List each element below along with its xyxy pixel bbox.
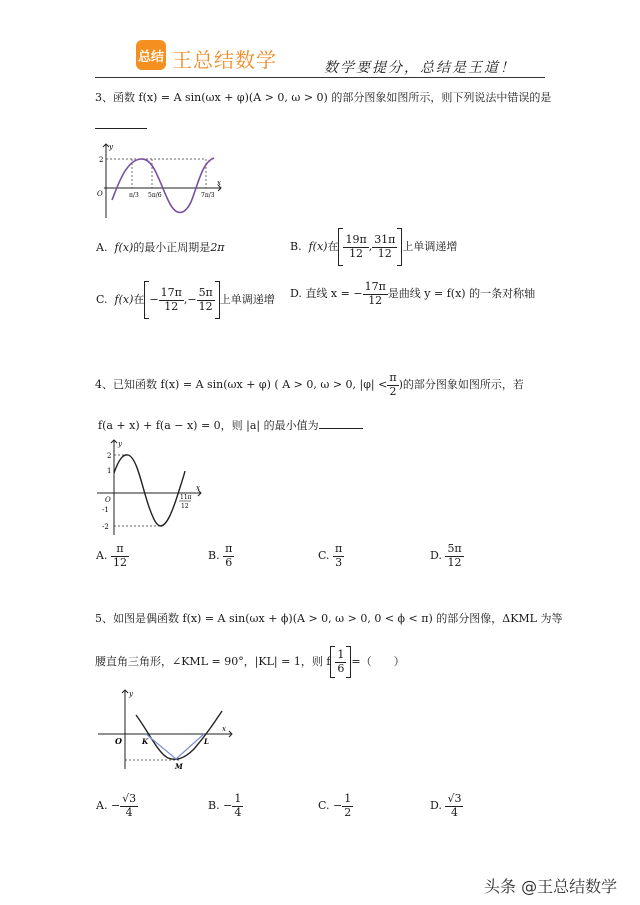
q5-stem-line1: 5、如图是偶函数 f(x) = A sin(ωx + ϕ)(A > 0, ω > 0, 0 < ϕ < π) 的部分图像，ΔKML 为等 — [95, 612, 563, 625]
q4-ytick-neg1: -1 — [102, 506, 109, 514]
header-motto: 数学要提分，总结是王道！ — [324, 60, 516, 76]
q3-y-tick: 2 — [99, 156, 104, 164]
brand-logo-mark: 总结 — [136, 40, 166, 70]
q5-option-a[interactable]: A. − $\frac{√3}{4}$ — [96, 792, 137, 819]
q4-ytick-2: 2 — [107, 452, 112, 460]
q3-graph — [96, 140, 226, 220]
q4-option-a[interactable]: A. $\frac{\pi}{12}$ — [96, 542, 127, 569]
q4-y-label: y — [118, 440, 122, 448]
q3-answer-blank — [95, 128, 147, 129]
header-rule — [95, 77, 545, 78]
q5-option-d[interactable]: D. $\frac{√3}{4}$ — [430, 792, 462, 819]
q3-option-b[interactable]: B. f(x)在 $\frac{19\pi}{12}$ , $\frac{31\pi}{12}$ 上单调递增 — [290, 228, 457, 266]
q3-x-label: x — [217, 179, 221, 187]
q4-ytick-1: 1 — [107, 467, 112, 475]
q3-tick-2: 5π/6 — [148, 192, 162, 199]
q5-y-label: y — [129, 690, 133, 698]
q3-option-a[interactable]: A. f(x)的最小正周期是2π — [96, 241, 225, 254]
q4-option-c[interactable]: C. $\frac{\pi}{3}$ — [318, 542, 343, 569]
q3-tick-1: π/3 — [129, 192, 139, 199]
q3-option-c[interactable]: C. f(x)在 − $\frac{17\pi}{12}$ ,− $\frac{5\pi}{12}$ 上单调递增 — [96, 281, 275, 319]
q5-x-label: x — [222, 725, 226, 733]
brand-logo-text: 王总结数学 — [172, 48, 277, 72]
q3-y-label: y — [109, 143, 113, 151]
q4-curve — [114, 455, 185, 526]
watermark: 头条 @王总结数学 — [484, 877, 618, 896]
q4-xtick-num: 11π — [180, 494, 192, 501]
q4-x-label: x — [196, 484, 200, 492]
q4-stem-line1: 4、已知函数 f(x) = A sin(ωx + φ) ( A > 0, ω > 0, |φ| < $\frac{\pi}{2}$ )的部分图象如图所示，若 — [95, 371, 524, 398]
q4-option-d[interactable]: D. $\frac{5\pi}{12}$ — [430, 542, 462, 569]
q4-graph — [97, 437, 207, 537]
q5-option-c[interactable]: C. − $\frac{1}{2}$ — [318, 792, 352, 819]
q3-option-d[interactable]: D. 直线 x = − $\frac{17\pi}{12}$ 是曲线 y = f(x) 的一条对称轴 — [290, 280, 536, 307]
q3-curve — [112, 158, 214, 213]
q5-graph — [96, 687, 236, 772]
q3-stem: 3、函数 f(x) = A sin(ωx + φ)(A > 0, ω > 0) 的部分图象如图所示，则下列说法中错误的是 — [95, 91, 552, 104]
q5-point-k: K — [142, 737, 149, 746]
q5-origin: O — [115, 736, 122, 746]
q5-option-b[interactable]: B. − $\frac{1}{4}$ — [208, 792, 242, 819]
q4-stem-line2: f(a + x) + f(a − x) = 0，则 |a| 的最小值为 — [98, 417, 363, 433]
q3-tick-3: 7π/3 — [201, 192, 215, 199]
q5-point-m: M — [175, 762, 183, 771]
q4-xtick-den: 12 — [181, 503, 189, 510]
q4-origin: O — [105, 496, 111, 504]
q3-origin: O — [97, 190, 103, 198]
q4-ytick-neg2: -2 — [102, 523, 109, 531]
q5-stem-line2: 腰直角三角形，∠KML = 90°，|KL| = 1，则 f $\frac{1}{6}$ =（ ） — [95, 646, 405, 678]
q5-point-l: L — [204, 737, 209, 746]
q4-answer-blank — [319, 428, 363, 429]
q4-option-b[interactable]: B. $\frac{\pi}{6}$ — [208, 542, 233, 569]
q5-curve — [136, 711, 222, 759]
